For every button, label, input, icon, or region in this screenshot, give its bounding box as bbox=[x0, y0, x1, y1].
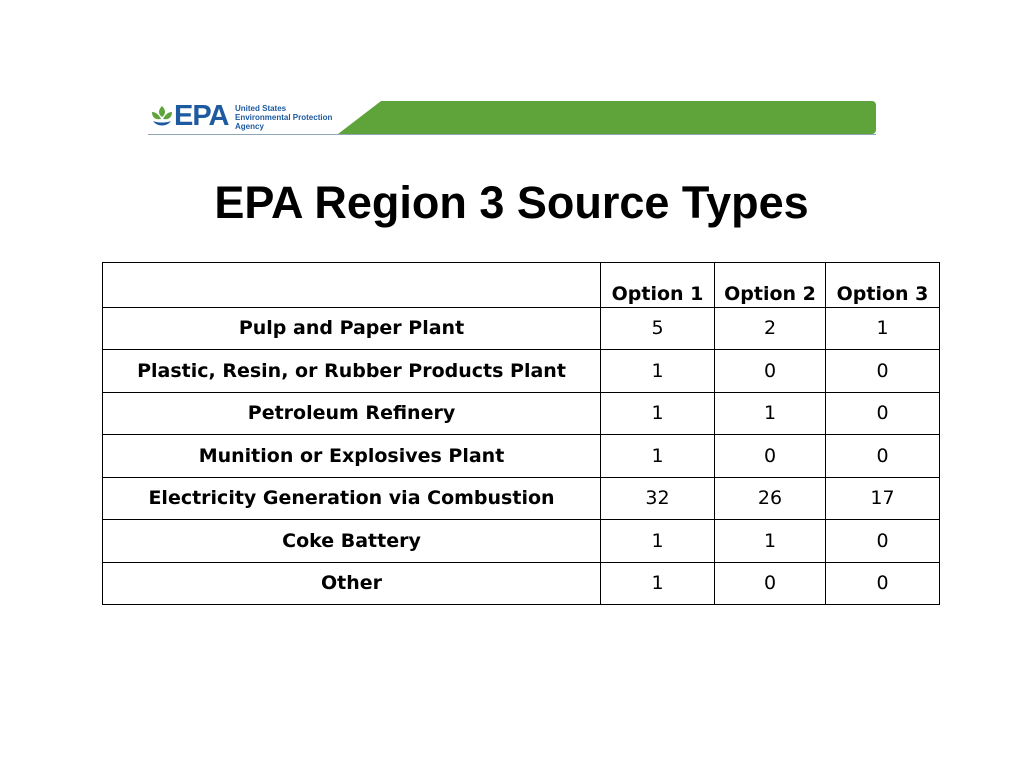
agency-name-line: Environmental Protection bbox=[235, 113, 333, 122]
option-3-cell: 17 bbox=[826, 477, 940, 520]
source-type-cell: Munition or Explosives Plant bbox=[103, 435, 601, 478]
table-row bbox=[103, 307, 940, 350]
option-3-cell: 0 bbox=[826, 350, 940, 393]
option-1-cell: 32 bbox=[601, 477, 715, 520]
option-3-cell: 0 bbox=[826, 392, 940, 435]
option-2-cell: 1 bbox=[715, 520, 826, 563]
epa-logo-letters: EPA bbox=[174, 100, 229, 132]
table-row bbox=[103, 392, 940, 435]
option-2-cell: 0 bbox=[715, 435, 826, 478]
option-3-cell: 0 bbox=[826, 435, 940, 478]
table-row bbox=[103, 477, 940, 520]
option-3-cell: 0 bbox=[826, 520, 940, 563]
agency-name bbox=[235, 104, 332, 131]
agency-name-line: Agency bbox=[235, 122, 264, 131]
option-2-cell: 1 bbox=[715, 392, 826, 435]
source-type-cell: Coke Battery bbox=[103, 520, 601, 563]
option-2-cell: 0 bbox=[715, 562, 826, 605]
option-1-cell: 1 bbox=[601, 392, 715, 435]
banner-green-bar bbox=[338, 101, 876, 134]
epa-flower-logo-icon bbox=[150, 104, 174, 130]
column-header-option-1: Option 1 bbox=[601, 263, 715, 308]
option-3-cell: 0 bbox=[826, 562, 940, 605]
option-3-cell: 1 bbox=[826, 307, 940, 350]
epa-banner bbox=[148, 98, 876, 138]
column-header-option-2: Option 2 bbox=[715, 263, 826, 308]
source-type-cell: Electricity Generation via Combustion bbox=[103, 477, 601, 520]
column-header-option-3: Option 3 bbox=[826, 263, 940, 308]
source-types-table bbox=[102, 262, 940, 605]
column-header-blank bbox=[103, 263, 601, 308]
banner-rule bbox=[148, 134, 876, 135]
option-1-cell: 5 bbox=[601, 307, 715, 350]
option-2-cell: 0 bbox=[715, 350, 826, 393]
option-1-cell: 1 bbox=[601, 562, 715, 605]
option-1-cell: 1 bbox=[601, 435, 715, 478]
table-row bbox=[103, 520, 940, 563]
option-1-cell: 1 bbox=[601, 520, 715, 563]
source-type-cell: Other bbox=[103, 562, 601, 605]
source-type-cell: Petroleum Refinery bbox=[103, 392, 601, 435]
table-row bbox=[103, 562, 940, 605]
option-2-cell: 2 bbox=[715, 307, 826, 350]
slide-title: EPA Region 3 Source Types bbox=[214, 177, 809, 228]
agency-name-line: United States bbox=[235, 104, 287, 113]
table-header-row bbox=[103, 263, 940, 308]
source-type-cell: Plastic, Resin, or Rubber Products Plant bbox=[103, 350, 601, 393]
source-type-cell: Pulp and Paper Plant bbox=[103, 307, 601, 350]
option-1-cell: 1 bbox=[601, 350, 715, 393]
option-2-cell: 26 bbox=[715, 477, 826, 520]
table-row bbox=[103, 350, 940, 393]
table-row bbox=[103, 435, 940, 478]
